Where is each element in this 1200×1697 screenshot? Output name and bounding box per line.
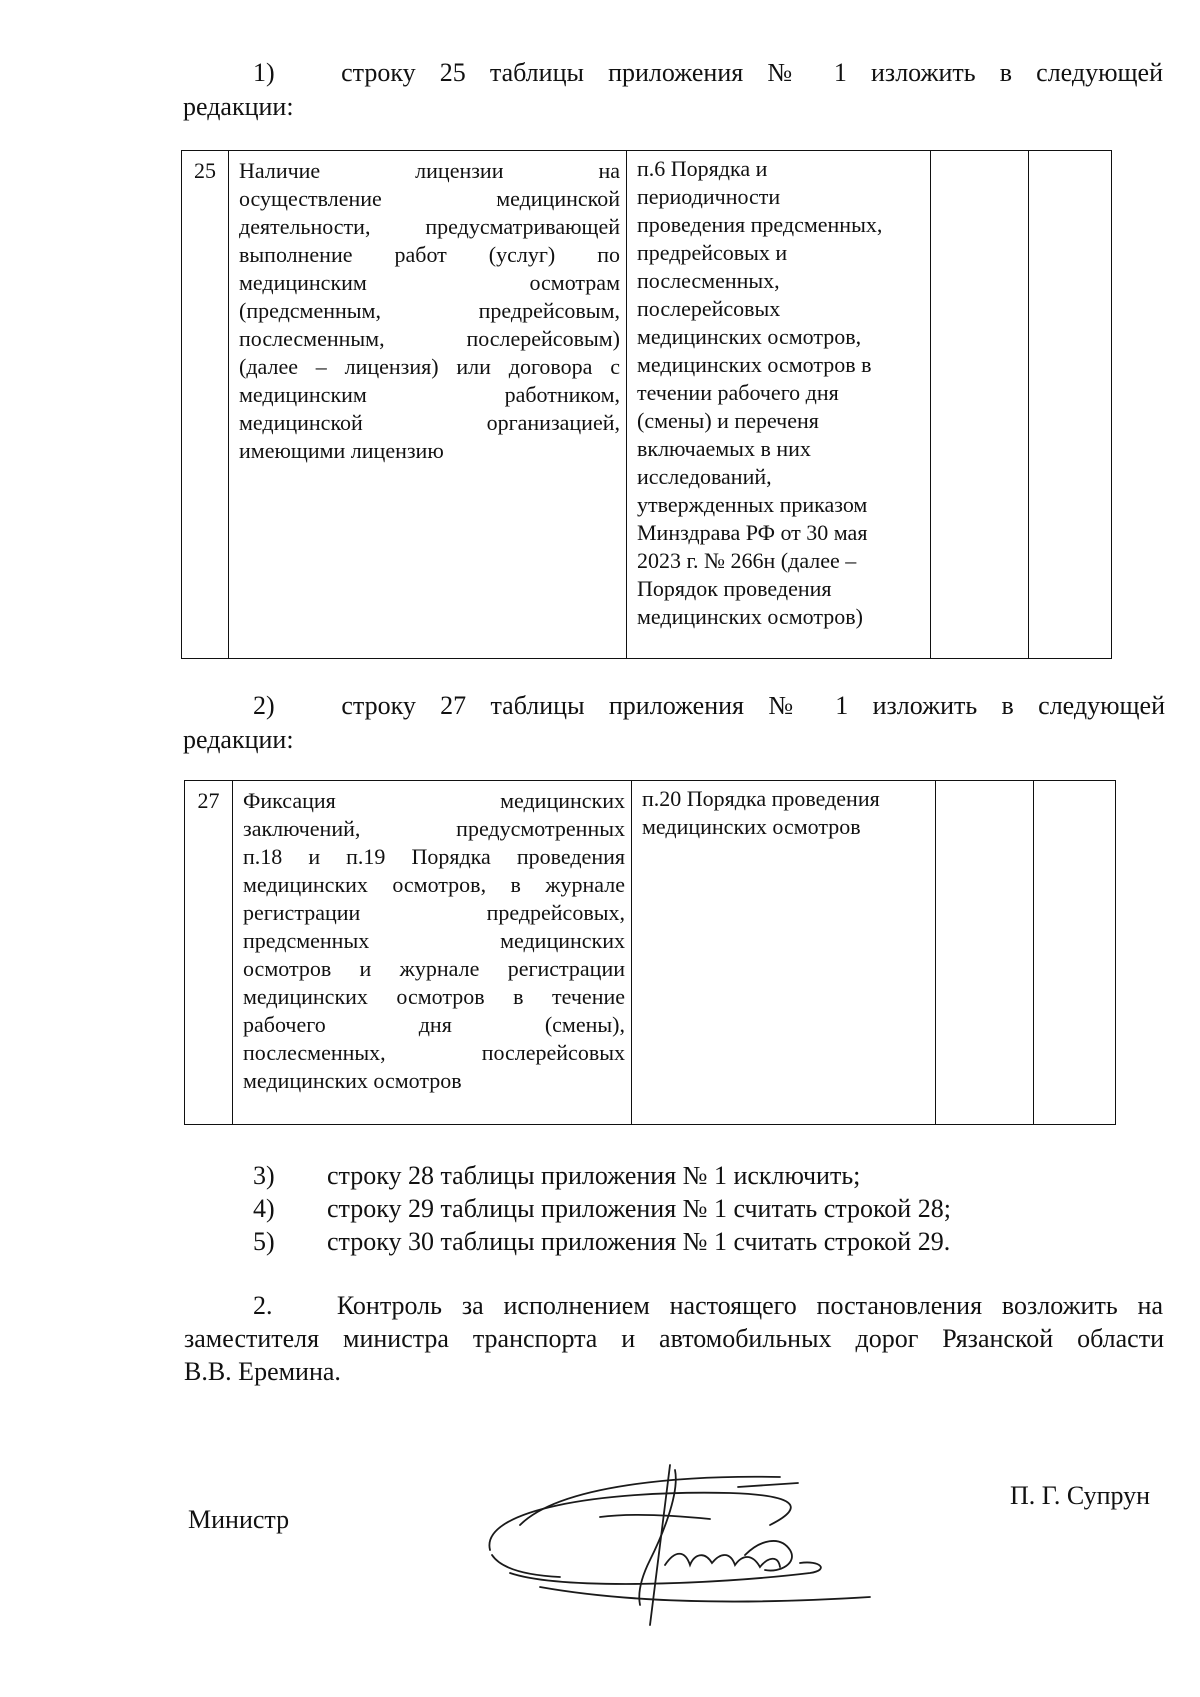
table-row-25 [181,150,1112,659]
list-item-text: строку 28 таблицы приложения № 1 исключить; [327,1161,861,1190]
item-1-text: строку 25 таблицы приложения № 1 изложить в следующей [341,58,1163,87]
item-2-text: строку 27 таблицы приложения № 1 изложить в следующей [341,691,1166,720]
row-number: 27 [197,788,220,813]
reference-cell [632,781,936,1125]
reference-line: медицинских осмотров в [637,352,872,377]
requirement-line: осмотров и журнале регистрации [243,956,625,981]
requirement-cell [233,781,632,1125]
reference-line: медицинских осмотров [642,814,861,839]
control-paragraph-line-3: В.В. Еремина. [184,1357,341,1386]
requirement-line: медицинских осмотров [243,1068,462,1093]
requirement-line: имеющими лицензию [239,438,444,463]
reference-cell [627,151,931,659]
reference-line: Порядок проведения [637,576,832,601]
reference-line: течении рабочего дня [637,380,839,405]
item-2-continuation: редакции: [183,725,294,754]
table-row [185,781,1116,1125]
requirement-line: Наличие лицензии на [239,158,620,183]
reference-line: 2023 г. № 266н (далее – [637,548,857,573]
requirement-line: медицинской организацией, [239,410,620,435]
reference-line: п.6 Порядка и [637,156,768,181]
requirement-line: предсменных медицинских [243,928,625,953]
list-item-text: строку 29 таблицы приложения № 1 считать строкой 28; [327,1194,951,1223]
requirement-cell [229,151,627,659]
signer-position: Министр [188,1505,290,1534]
row-number-cell [182,151,229,659]
control-paragraph-line-1 [253,1290,1163,1321]
requirement-line: деятельности, предусматривающей [239,214,620,239]
requirement-line: Фиксация медицинских [243,788,625,813]
table-row-27 [184,780,1116,1125]
control-text: Контроль за исполнением настоящего постановления возложить на [336,1291,1163,1320]
item-2-number: 2) [253,691,275,720]
reference-line: послесменных, [637,268,780,293]
requirement-line: медицинским работником, [239,382,620,407]
requirement-line: (далее – лицензия) или договора с [239,354,620,379]
reference-line: предрейсовых и [637,240,788,265]
signer-name: П. Г. Супрун [1010,1481,1151,1510]
list-item-number: 3) [253,1161,275,1190]
requirement-line: рабочего дня (смены), [243,1012,625,1037]
reference-line: (смены) и переченя [637,408,819,433]
list-item-text: строку 30 таблицы приложения № 1 считать строкой 29. [327,1227,951,1256]
empty-cell [936,781,1034,1125]
reference-line: периодичности [637,184,781,209]
empty-cell [931,151,1029,659]
control-paragraph-line-2: заместителя министра транспорта и автомобильных дорог Рязанской области [184,1324,1164,1353]
requirement-line: заключений, предусмотренных [243,816,625,841]
requirement-line: осуществление медицинской [239,186,620,211]
reference-line: п.20 Порядка проведения [642,786,880,811]
requirement-line: медицинских осмотров в течение [243,984,625,1009]
requirement-line: послесменных, послерейсовых [243,1040,625,1065]
requirement-line: медицинским осмотрам [239,270,620,295]
empty-cell [1029,151,1112,659]
requirement-line: п.18 и п.19 Порядка проведения [243,844,625,869]
item-1-continuation: редакции: [183,92,294,121]
requirement-line: выполнение работ (услуг) по [239,242,620,267]
item-1-paragraph [253,57,1163,88]
list-item-number: 4) [253,1194,275,1223]
row-number: 25 [194,158,216,183]
signature [480,1455,880,1640]
requirement-line: регистрации предрейсовых, [243,900,625,925]
control-number: 2. [253,1291,273,1320]
item-2-paragraph [253,690,1165,721]
empty-cell [1034,781,1116,1125]
reference-line: медицинских осмотров, [637,324,862,349]
reference-line: исследований, [637,464,772,489]
reference-line: Минздрава РФ от 30 мая [637,520,868,545]
requirement-line: медицинских осмотров, в журнале [243,872,625,897]
reference-line: послерейсовых [637,296,781,321]
reference-line: медицинских осмотров) [637,604,863,629]
item-1-number: 1) [253,58,275,87]
reference-line: проведения предсменных, [637,212,883,237]
list-item-number: 5) [253,1227,275,1256]
row-number-cell [185,781,233,1125]
reference-line: включаемых в них [637,436,811,461]
requirement-line: (предсменным, предрейсовым, [239,298,620,323]
reference-line: утвержденных приказом [637,492,868,517]
requirement-line: послесменным, послерейсовым) [239,326,620,351]
table-row [182,151,1112,659]
